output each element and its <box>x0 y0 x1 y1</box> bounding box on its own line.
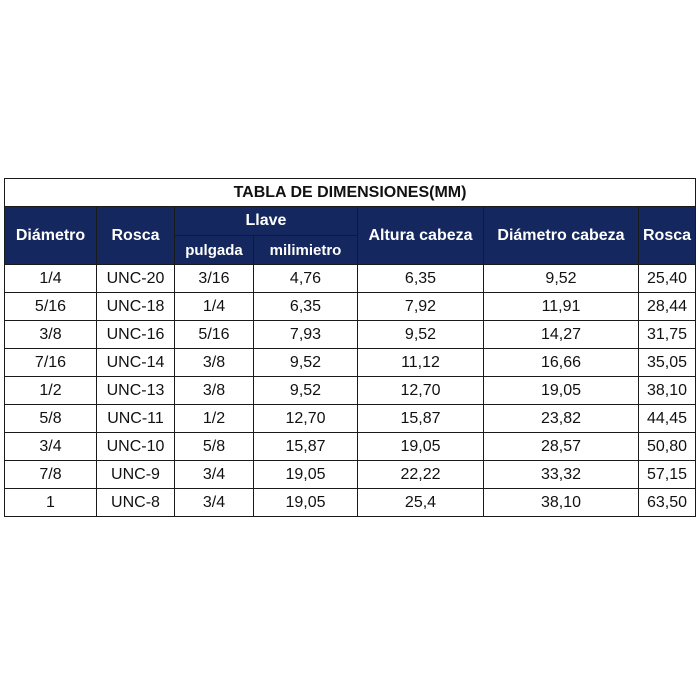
cell-diametro-cabeza: 19,05 <box>484 377 639 405</box>
cell-rosca-mm: 44,45 <box>639 405 696 433</box>
cell-llave-milimetro: 9,52 <box>254 377 358 405</box>
cell-diametro: 3/8 <box>5 321 97 349</box>
table-row <box>5 433 696 461</box>
cell-altura-cabeza: 7,92 <box>358 293 484 321</box>
cell-llave-milimetro: 12,70 <box>254 405 358 433</box>
cell-llave-pulgada: 5/16 <box>175 321 254 349</box>
table-body <box>5 265 696 517</box>
cell-rosca-mm: 25,40 <box>639 265 696 293</box>
header-pulgada: pulgada <box>175 236 254 265</box>
header-diametro-cabeza: Diámetro cabeza <box>484 207 639 265</box>
cell-diametro-cabeza: 16,66 <box>484 349 639 377</box>
cell-diametro-cabeza: 38,10 <box>484 489 639 517</box>
cell-altura-cabeza: 22,22 <box>358 461 484 489</box>
table-row <box>5 377 696 405</box>
cell-rosca: UNC-14 <box>97 349 175 377</box>
cell-rosca-mm: 50,80 <box>639 433 696 461</box>
header-llave: Llave <box>175 207 358 236</box>
cell-llave-pulgada: 3/8 <box>175 349 254 377</box>
header-diametro: Diámetro <box>5 207 97 265</box>
cell-rosca: UNC-13 <box>97 377 175 405</box>
table-row <box>5 265 696 293</box>
cell-llave-pulgada: 3/16 <box>175 265 254 293</box>
cell-llave-pulgada: 3/4 <box>175 461 254 489</box>
cell-diametro: 1/2 <box>5 377 97 405</box>
cell-altura-cabeza: 12,70 <box>358 377 484 405</box>
cell-rosca: UNC-16 <box>97 321 175 349</box>
table-row <box>5 349 696 377</box>
cell-altura-cabeza: 25,4 <box>358 489 484 517</box>
table-row <box>5 321 696 349</box>
cell-rosca: UNC-11 <box>97 405 175 433</box>
table-row <box>5 293 696 321</box>
cell-llave-milimetro: 7,93 <box>254 321 358 349</box>
cell-llave-pulgada: 3/8 <box>175 377 254 405</box>
cell-rosca: UNC-10 <box>97 433 175 461</box>
cell-llave-pulgada: 3/4 <box>175 489 254 517</box>
cell-llave-pulgada: 1/4 <box>175 293 254 321</box>
cell-llave-pulgada: 5/8 <box>175 433 254 461</box>
cell-diametro: 5/8 <box>5 405 97 433</box>
cell-rosca-mm: 28,44 <box>639 293 696 321</box>
cell-diametro: 3/4 <box>5 433 97 461</box>
cell-rosca-mm: 63,50 <box>639 489 696 517</box>
table-title: TABLA DE DIMENSIONES(MM) <box>5 179 696 207</box>
cell-rosca: UNC-9 <box>97 461 175 489</box>
cell-rosca-mm: 38,10 <box>639 377 696 405</box>
cell-diametro-cabeza: 9,52 <box>484 265 639 293</box>
cell-diametro-cabeza: 11,91 <box>484 293 639 321</box>
cell-altura-cabeza: 15,87 <box>358 405 484 433</box>
cell-rosca: UNC-8 <box>97 489 175 517</box>
cell-rosca-mm: 35,05 <box>639 349 696 377</box>
cell-llave-milimetro: 9,52 <box>254 349 358 377</box>
table-row <box>5 489 696 517</box>
cell-llave-milimetro: 19,05 <box>254 489 358 517</box>
cell-diametro: 7/8 <box>5 461 97 489</box>
cell-llave-milimetro: 19,05 <box>254 461 358 489</box>
cell-rosca-mm: 31,75 <box>639 321 696 349</box>
table-row <box>5 461 696 489</box>
cell-llave-milimetro: 4,76 <box>254 265 358 293</box>
cell-rosca: UNC-18 <box>97 293 175 321</box>
cell-llave-pulgada: 1/2 <box>175 405 254 433</box>
cell-rosca: UNC-20 <box>97 265 175 293</box>
header-rosca-mm: Rosca <box>639 207 696 265</box>
cell-diametro: 1 <box>5 489 97 517</box>
cell-altura-cabeza: 11,12 <box>358 349 484 377</box>
cell-llave-milimetro: 15,87 <box>254 433 358 461</box>
cell-diametro-cabeza: 23,82 <box>484 405 639 433</box>
cell-diametro-cabeza: 28,57 <box>484 433 639 461</box>
cell-altura-cabeza: 6,35 <box>358 265 484 293</box>
header-altura-cabeza: Altura cabeza <box>358 207 484 265</box>
cell-diametro-cabeza: 14,27 <box>484 321 639 349</box>
cell-altura-cabeza: 9,52 <box>358 321 484 349</box>
cell-diametro-cabeza: 33,32 <box>484 461 639 489</box>
cell-diametro: 5/16 <box>5 293 97 321</box>
dimensions-table <box>4 178 696 517</box>
cell-rosca-mm: 57,15 <box>639 461 696 489</box>
header-rosca: Rosca <box>97 207 175 265</box>
header-milimietro: milimietro <box>254 236 358 265</box>
table-row <box>5 405 696 433</box>
cell-diametro: 7/16 <box>5 349 97 377</box>
cell-llave-milimetro: 6,35 <box>254 293 358 321</box>
cell-altura-cabeza: 19,05 <box>358 433 484 461</box>
cell-diametro: 1/4 <box>5 265 97 293</box>
